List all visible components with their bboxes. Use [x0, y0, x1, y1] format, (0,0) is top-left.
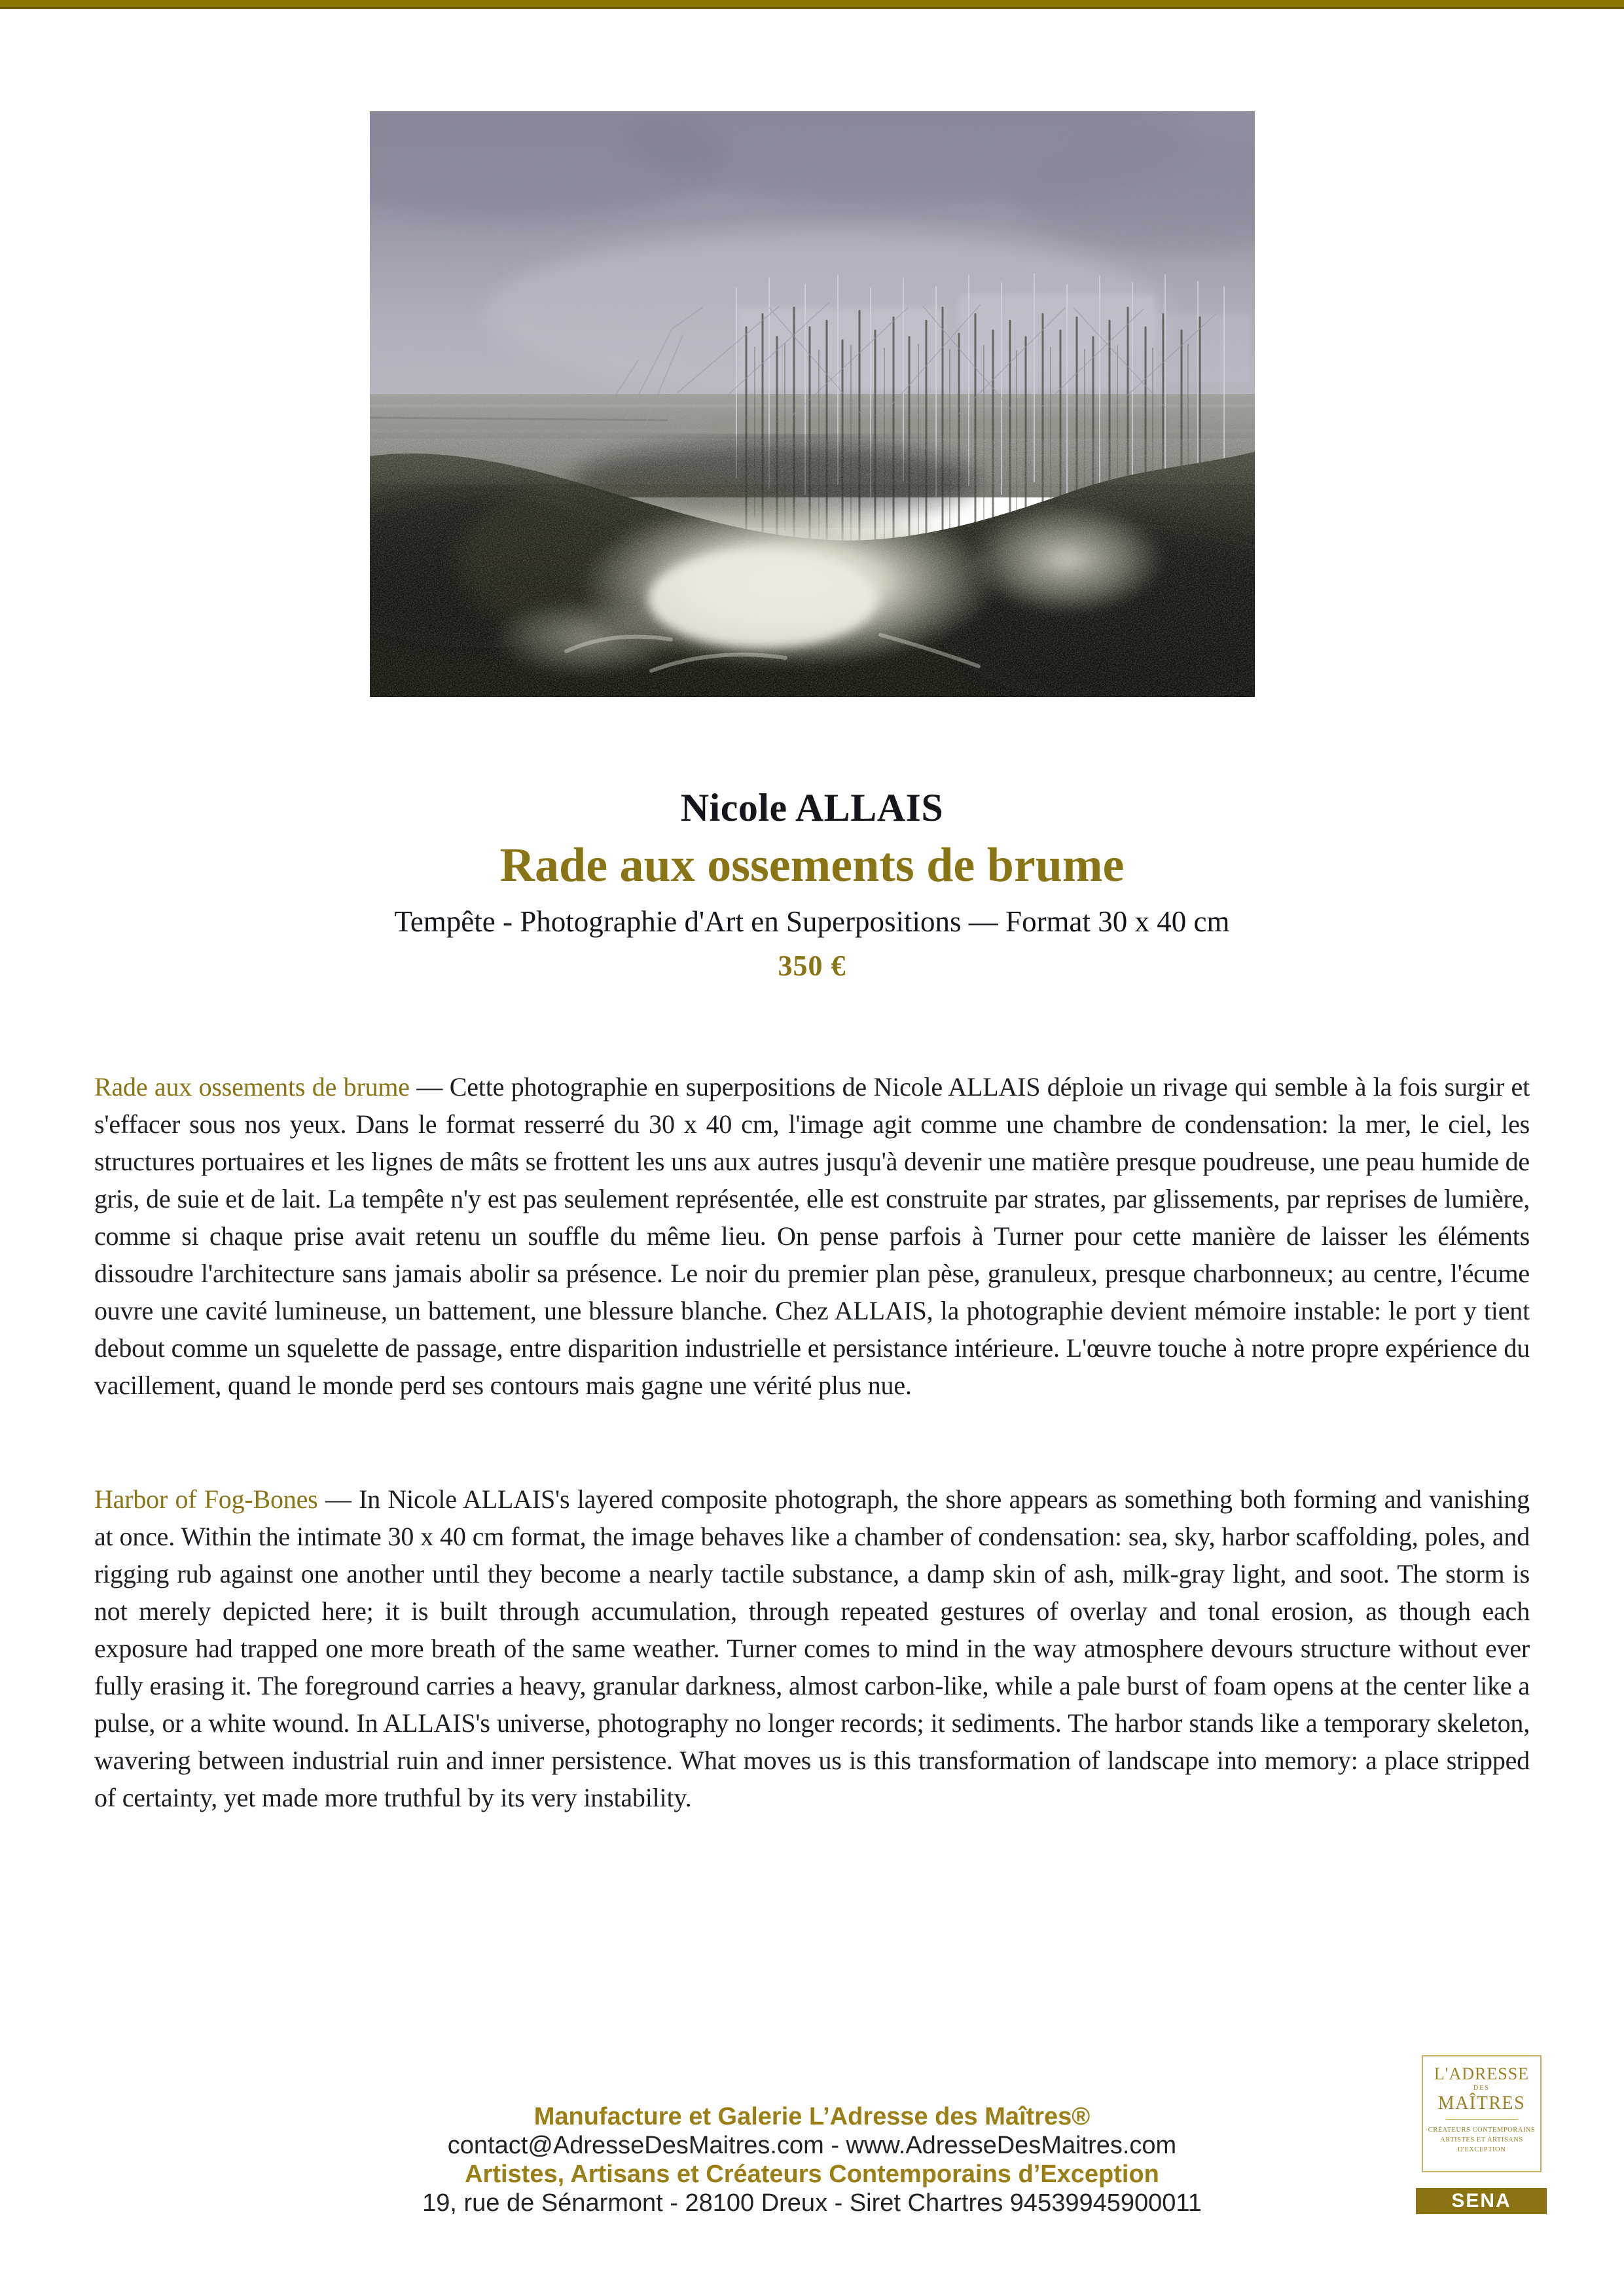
artwork-photo — [370, 111, 1255, 697]
artwork-title: Rade aux ossements de brume — [499, 838, 1125, 892]
logo-line-des: DES — [1473, 2085, 1490, 2092]
paragraph-french-lead: Rade aux ossements de brume — [94, 1072, 410, 1102]
footer — [0, 2102, 1624, 2217]
footer-tagline: Artistes, Artisans et Créateurs Contemporains d’Exception — [465, 2161, 1159, 2188]
paragraph-french-text: — Cette photographie en superpositions de Nicole ALLAIS déploie un rivage qui semble à la fois surgir et s'effacer sous nos yeux. Dans le format resserré du 30 x 40 cm, l'image agit comme une chambre de condensation: la mer, le ciel, les structures portuaires et les lignes de mâts se frottent les uns aux autres jusqu'à devenir une matière presque poudreuse, une peau humide de gris, de suie et de lait. La tempête n'y est pas seulement représentée, elle est construite par strates, par glissements, par reprises de lumière, comme si chaque prise avait retenu un souffle du même lieu. On pense parfois à Turner pour cette manière de laisser les éléments dissoudre l'architecture sans jamais abolir sa présence. Le noir du premier plan pèse, granuleux, presque charbonneux; au centre, l'écume ouvre une cavité lumineuse, un battement, une blessure blanche. Chez ALLAIS, la photographie devient mémoire instable: le port y tient debout comme un squelette de passage, entre disparition industrielle et persistance intérieure. L'œuvre touche à notre propre expérience du vacillement, quand le monde perd ses contours mais gagne une vérité plus nue. — [94, 1072, 1530, 1400]
top-accent-bar — [0, 0, 1624, 9]
paragraph-english-text: — In Nicole ALLAIS's layered composite photograph, the shore appears as something both forming and vanishing at once. Within the intimate 30 x 40 cm format, the image behaves like a chamber of condensation: sea, sky, harbor scaffolding, poles, and rigging rub against one another until they become a nearly tactile substance, a damp skin of ash, milk-gray light, and soot. The storm is not merely depicted here; it is built through accumulation, through repeated gestures of overlay and tonal erosion, as though each exposure had trapped one more breath of the same weather. Turner comes to mind in the way atmosphere devours structure without ever fully erasing it. The foreground carries a heavy, granular darkness, almost carbon-like, while a pale burst of foam opens at the center like a pulse, or a white wound. In ALLAIS's universe, photography no longer records; it sediments. The harbor stands like a temporary skeleton, wavering between industrial ruin and inner persistence. What moves us is this transformation of landscape into memory: a place stripped of certainty, yet made more truthful by its very instability. — [94, 1484, 1530, 1812]
logo-line-maitres: MAÎTRES — [1437, 2093, 1526, 2113]
footer-gallery-name: Manufacture et Galerie L’Adresse des Maîtres® — [533, 2103, 1091, 2130]
artwork-subtitle: Tempête - Photographie d'Art en Superpositions — Format 30 x 40 cm — [394, 905, 1230, 938]
paragraph-english — [94, 1480, 1530, 1816]
logo-sub-artistes: ARTISTES ET ARTISANS — [1440, 2136, 1523, 2144]
footer-contact-links[interactable]: contact@AdresseDesMaitres.com - www.AdresseDesMaitres.com — [447, 2132, 1177, 2159]
logo-divider — [1446, 2119, 1518, 2120]
paragraph-french — [94, 1068, 1530, 1404]
artwork-price: 350 € — [778, 950, 846, 982]
logo-line-adresse: L'ADRESSE — [1434, 2064, 1530, 2083]
sena-badge: SENA — [1416, 2188, 1547, 2214]
artist-name: Nicole ALLAIS — [680, 786, 944, 829]
gallery-logo — [1422, 2055, 1542, 2172]
paragraph-english-lead: Harbor of Fog-Bones — [94, 1484, 318, 1514]
logo-sub-createurs: CRÉATEURS CONTEMPORAINS — [1428, 2126, 1536, 2134]
logo-sub-exception: D'EXCEPTION — [1457, 2146, 1506, 2153]
footer-address-siret: 19, rue de Sénarmont - 28100 Dreux - Siret Chartres 94539945900011 — [422, 2189, 1202, 2217]
